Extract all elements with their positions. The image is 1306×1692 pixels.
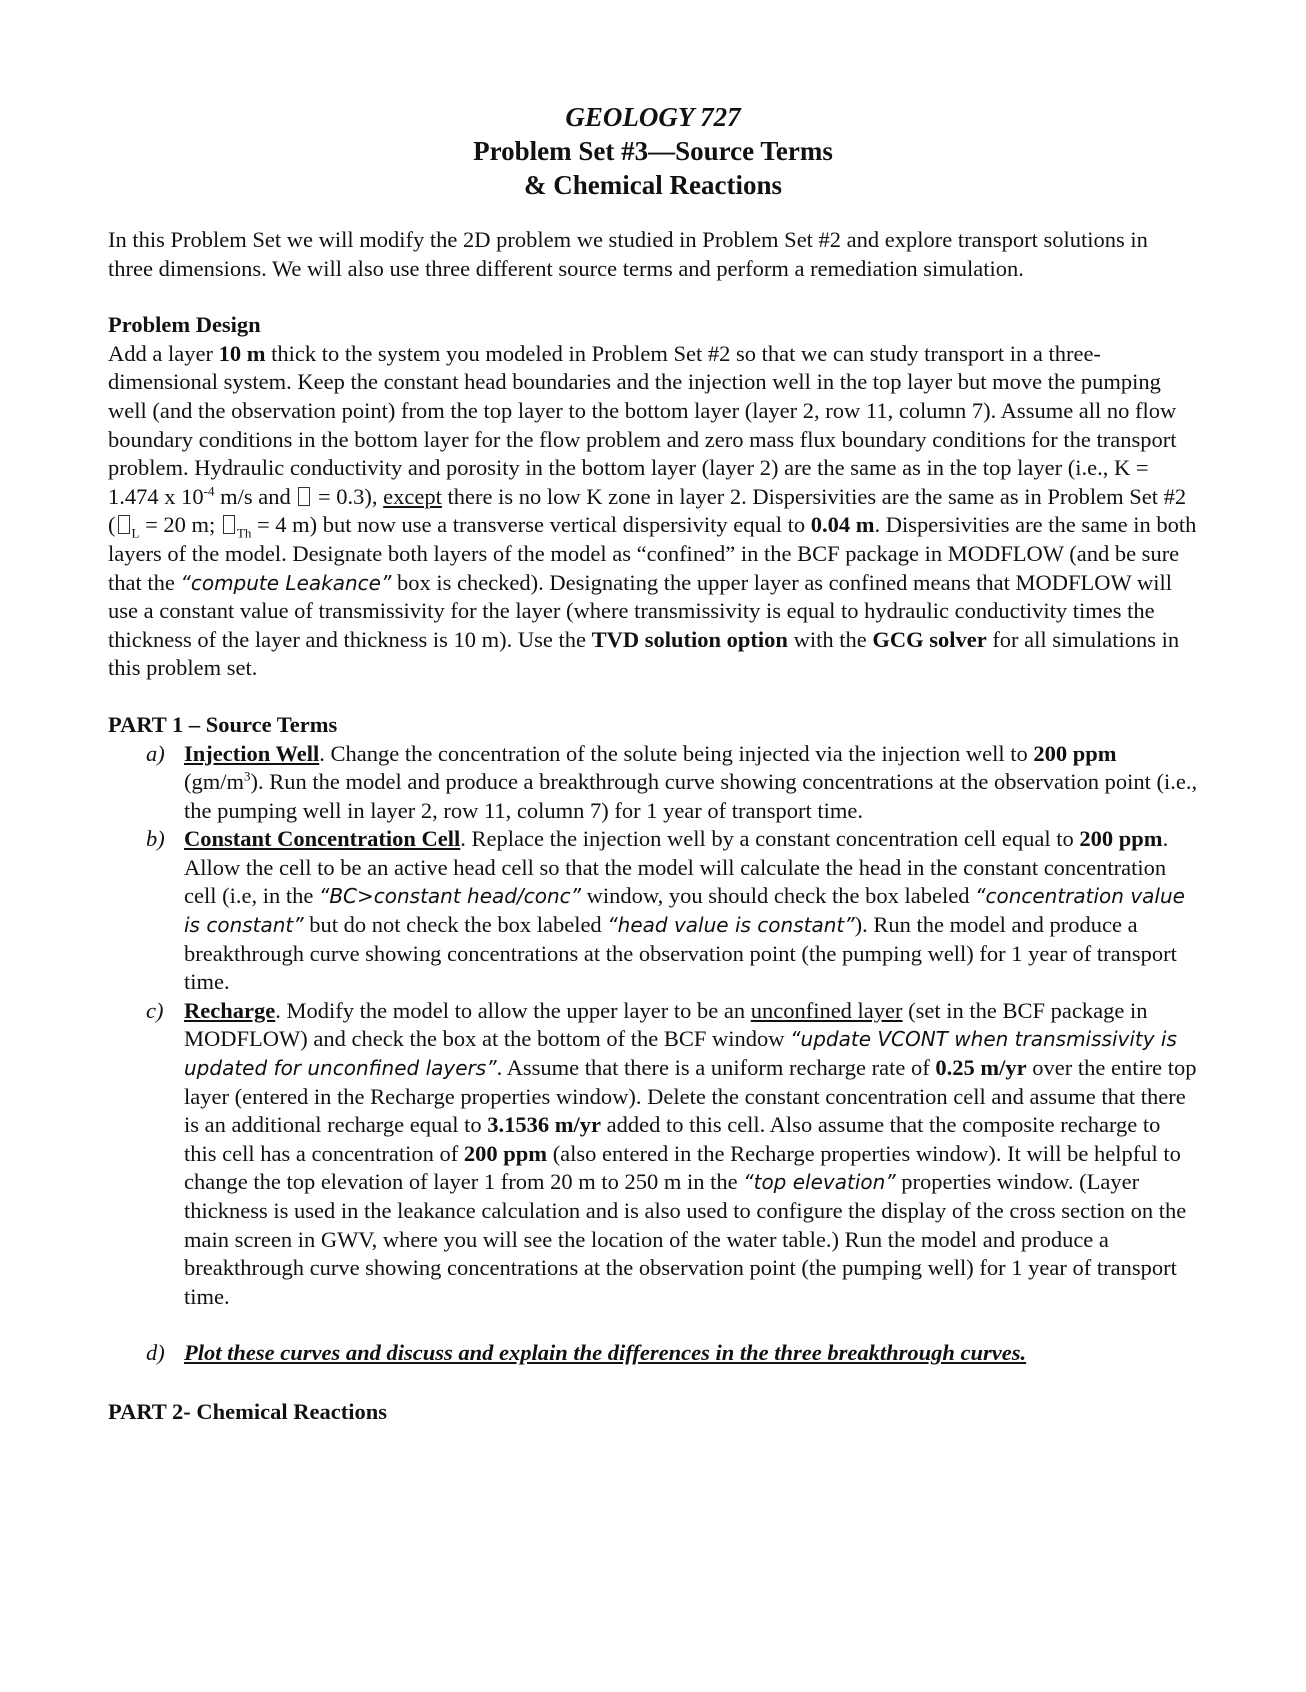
list-item: c) Recharge. Modify the model to allow the upper layer to be an unconfined layer (set in the BCF package in MODFLOW) and check the box at the bottom of the BCF window “update VCONT when transmissivity is updated for unconfined layers”. Assume that there is a uniform recharge rate of 0.25 m/yr over the entire top layer (entered in the Recharge properties window). Delete the constant concentration cell and assume that there is an additional recharge equal to 3.1536 m/yr added to this cell. Also assume that the composite recharge to this cell has a concentration of 200 ppm (also entered in the Recharge properties window). It will be helpful to change the top elevation of layer 1 from 20 m to 250 m in the “top elevation” properties window. (Layer thickness is used in the leakance calculation and is also used to configure the display of the cross section on the main screen in GWV, where you will see the location of the water table.) Run the model and produce a breakthrough curve showing concentrations at the observation point (the pumping well) for 1 year of transport time.: [146, 997, 1197, 1309]
problem-design-paragraph: Add a layer 10 m thick to the system you modeled in Problem Set #2 so that we can study transport in a three-dimensional system. Keep the constant head boundaries and the injection well in the top layer but move the pumping well (and the observation point) from the top layer to the bottom layer (layer 2, row 11, column 7). Assume all no flow boundary conditions in the bottom layer for the flow problem and zero mass flux boundary conditions for the transport problem. Hydraulic conductivity and porosity in the bottom layer (layer 2) are the same as in the top layer (i.e., K = 1.474 x $10^{-4}$ m/s and = 0.3), except there is no low K zone in layer 2. Dispersivities are the same as in Problem Set #2 ( $_L$ = 20 m; $_{Th}$ = 4 m) but now use a transverse vertical dispersivity equal to 0.04 m. Dispersivities are the same in both layers of the model. Designate both layers of the model as “confined” in the BCF package in MODFLOW (and be sure that the “compute Leakance” box is checked). Designating the upper layer as confined means that MODFLOW will use a constant value of transmissivity for the layer (where transmissivity is equal to hydraulic conductivity times the thickness of the layer and thickness is 10 m). Use the TVD solution option with the GCG solver for all simulations in this problem set.: [108, 340, 1197, 681]
part1-list: [108, 740, 1198, 1368]
document-page: [108, 100, 1198, 1427]
missing-glyph-icon: [118, 515, 130, 534]
missing-glyph-icon: [223, 515, 235, 534]
part1-heading: PART 1 – Source Terms: [108, 711, 338, 737]
missing-glyph-icon: [298, 487, 310, 506]
intro-paragraph: In this Problem Set we will modify the 2D problem we studied in Problem Set #2 and explore transport solutions in three dimensions. We will also use three different source terms and perform a remediation simulation.: [108, 227, 1148, 281]
problem-set-title: Problem Set #3—Source Terms: [473, 136, 833, 166]
list-item: d) Plot these curves and discuss and explain the differences in the three breakthrough curves.: [146, 1340, 1027, 1366]
course-title: GEOLOGY 727: [565, 102, 741, 132]
list-item: a) Injection Well. Change the concentration of the solute being injected via the injection well to 200 ppm $(gm/m^3)$. Run the model and produce a breakthrough curve showing concentrations at the observation point (i.e., the pumping well in layer 2, row 11, column 7) for 1 year of transport time.: [146, 740, 1198, 823]
problem-set-subtitle: & Chemical Reactions: [524, 170, 782, 200]
document-title: [108, 100, 1198, 202]
problem-design-heading: Problem Design: [108, 312, 261, 338]
part2-heading: PART 2- Chemical Reactions: [108, 1398, 387, 1424]
list-item: b) Constant Concentration Cell. Replace the injection well by a constant concentration cell equal to 200 ppm. Allow the cell to be an active head cell so that the model will calculate the head in the constant concentration cell (i.e, in the “BC>constant head/conc” window, you should check the box labeled “concentration value is constant” but do not check the box labeled “head value is constant”). Run the model and produce a breakthrough curve showing concentrations at the observation point (the pumping well) for 1 year of transport time.: [146, 826, 1185, 995]
